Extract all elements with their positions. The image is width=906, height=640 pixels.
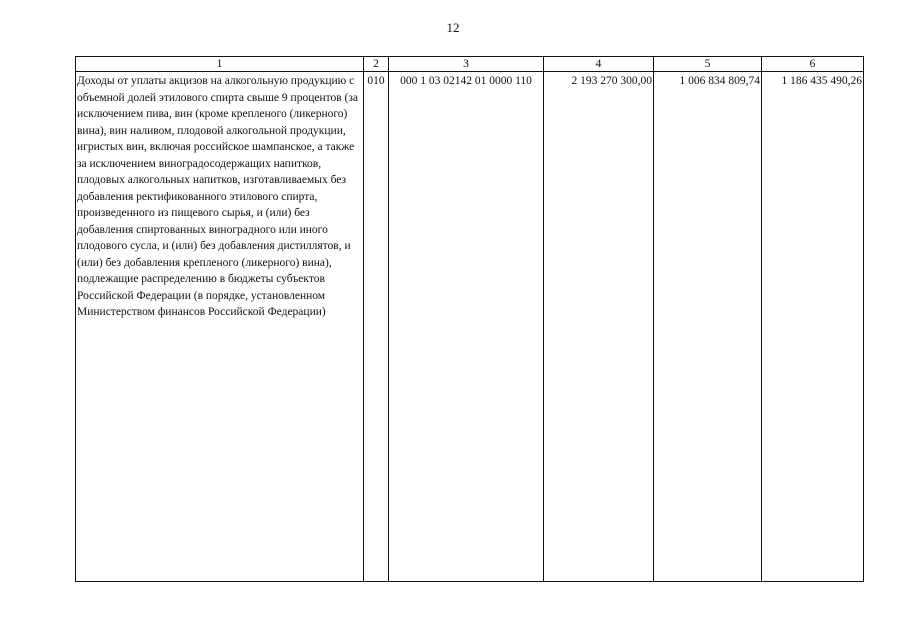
- page-number: 12: [446, 20, 460, 35]
- table-header-row: [76, 57, 864, 72]
- amount-col5-cell: 1 006 834 809,74: [654, 72, 762, 582]
- budget-classification-code-cell: 000 1 03 02142 01 0000 110: [389, 72, 544, 582]
- amount-col4-cell: 2 193 270 300,00: [544, 72, 654, 582]
- report-table: [75, 56, 864, 582]
- income-description-cell: Доходы от уплаты акцизов на алкогольную продукцию с объемной долей этилового спирта свыше 9 процентов (за исключением пива, вин (кроме крепленого (ликерного) вина), вин наливом, плодовой алкогольной продукции, игристых вин, включая российское шампанское, а также за исключением виноградосодержащих напитков, плодовых алкогольных напитков, изготавливаемых без добавления ректификованного этилового спирта, произведенного из пищевого сырья, и (или) без добавления спиртованных виноградного или иного плодового сусла, и (или) без добавления дистиллятов, и (или) без добавления крепленого (ликерного) вина), подлежащие распределению в бюджеты субъектов Российской Федерации (в порядке, установленном Министерством финансов Российской Федерации): [76, 72, 364, 582]
- column-header-1: 1: [76, 57, 364, 72]
- column-header-4: 4: [544, 57, 654, 72]
- admin-code-cell: 010: [364, 72, 389, 582]
- column-header-3: 3: [389, 57, 544, 72]
- column-header-6: 6: [762, 57, 864, 72]
- table-row: [76, 72, 864, 582]
- amount-col6-cell: 1 186 435 490,26: [762, 72, 864, 582]
- column-header-2: 2: [364, 57, 389, 72]
- column-header-5: 5: [654, 57, 762, 72]
